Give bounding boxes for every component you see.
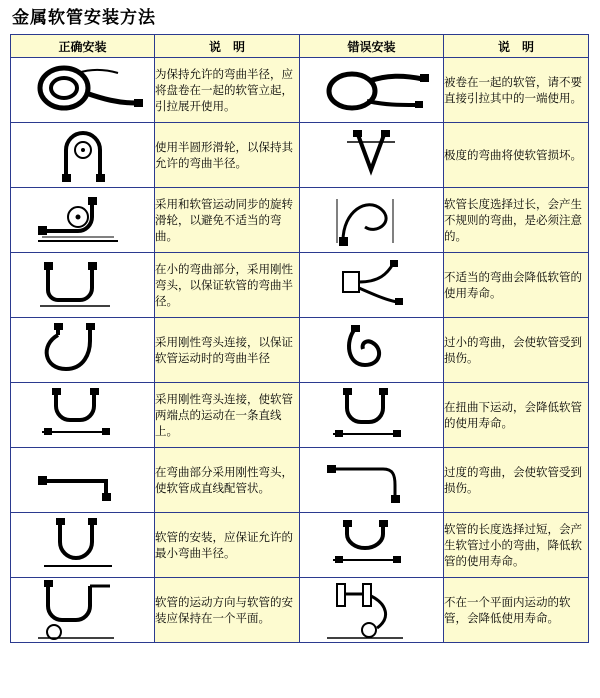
note-cell-correct: 使用半圆形滑轮，以保持其允许的弯曲半径。 [155,123,300,188]
rigid-elbow-at-small-bend-icon [18,256,148,314]
table-row [11,123,589,188]
column-header-correct-install: 正确安装 [11,35,155,58]
hose-over-semicircular-sheave-icon [18,126,148,184]
figure-cell-wrong [300,383,444,448]
figure-cell-wrong [300,513,444,578]
hose-installed-with-min-bend-radius-icon [18,516,148,574]
figure-cell-correct [11,58,155,123]
coiled-hose-standing-upright-icon [18,61,148,119]
figure-cell-correct [11,448,155,513]
hose-sharp-v-bend-icon [307,126,437,184]
hose-too-long-irregular-loop-icon [307,191,437,249]
rigid-elbow-straight-piping-icon [18,451,148,509]
figure-cell-correct [11,513,155,578]
figure-cell-correct [11,123,155,188]
hose-with-synchronized-rotating-pulley-icon [18,191,148,249]
column-header-wrong-note: 说 明 [444,35,589,58]
note-cell-wrong: 过度的弯曲，会使软管受到损伤。 [444,448,589,513]
note-cell-wrong: 极度的弯曲将使软管损坏。 [444,123,589,188]
note-cell-wrong: 被卷在一起的软管，请不要直接引拉其中的一端使用。 [444,58,589,123]
note-cell-wrong: 不在一个平面内运动的软管，会降低使用寿命。 [444,578,589,643]
note-cell-correct: 在弯曲部分采用刚性弯头，使软管成直线配管状。 [155,448,300,513]
improper-tight-bend-at-fitting-icon [307,256,437,314]
hose-too-short-small-radius-icon [307,516,437,574]
note-cell-correct: 采用刚性弯头连接，使软管两端点的运动在一条直线上。 [155,383,300,448]
note-cell-wrong: 在扭曲下运动，会降低软管的使用寿命。 [444,383,589,448]
figure-cell-wrong [300,578,444,643]
table-row [11,513,589,578]
note-cell-correct: 软管的运动方向与软管的安装应保持在一个平面。 [155,578,300,643]
figure-cell-correct [11,188,155,253]
note-cell-correct: 在小的弯曲部分，采用刚性弯头，以保证软管的弯曲半径。 [155,253,300,318]
figure-cell-correct [11,578,155,643]
figure-cell-wrong [300,448,444,513]
hose-installation-table [10,34,589,643]
table-row [11,578,589,643]
hose-motion-out-of-plane-icon [307,578,437,642]
table-row [11,318,589,383]
figure-cell-correct [11,253,155,318]
table-row [11,188,589,253]
note-cell-wrong: 软管的长度选择过短，会产生软管过小的弯曲，降低软管的使用寿命。 [444,513,589,578]
table-row [11,383,589,448]
rigid-elbows-both-ends-straight-line-icon [18,386,148,444]
column-header-correct-note: 说 明 [155,35,300,58]
figure-cell-correct [11,318,155,383]
page-title: 金属软管安装方法 [12,8,156,28]
figure-cell-correct [11,383,155,448]
figure-cell-wrong [300,58,444,123]
hose-motion-in-same-plane-icon [18,578,148,642]
note-cell-correct: 采用刚性弯头连接，以保证软管运动时的弯曲半径 [155,318,300,383]
column-header-wrong-install: 错误安装 [300,35,444,58]
rigid-elbow-connection-u-loop-icon [18,321,148,379]
note-cell-wrong: 不适当的弯曲会降低软管的使用寿命。 [444,253,589,318]
over-tight-bend-loop-icon [307,321,437,379]
table-row [11,448,589,513]
note-cell-wrong: 软管长度选择过长，会产生不规则的弯曲，是必须注意的。 [444,188,589,253]
note-cell-wrong: 过小的弯曲，会使软管受到损伤。 [444,318,589,383]
excessive-bend-at-corner-icon [307,451,437,509]
note-cell-correct: 采用和软管运动同步的旋转滑轮，以避免不适当的弯曲。 [155,188,300,253]
table-header-row [11,35,589,58]
coiled-hose-pulled-from-middle-icon [307,61,437,119]
figure-cell-wrong [300,318,444,383]
hose-twisted-under-motion-icon [307,386,437,444]
figure-cell-wrong [300,253,444,318]
note-cell-correct: 为保持允许的弯曲半径，应将盘卷在一起的软管立起，引拉展开使用。 [155,58,300,123]
note-cell-correct: 软管的安装，应保证允许的最小弯曲半径。 [155,513,300,578]
figure-cell-wrong [300,123,444,188]
table-row [11,253,589,318]
table-row [11,58,589,123]
figure-cell-wrong [300,188,444,253]
